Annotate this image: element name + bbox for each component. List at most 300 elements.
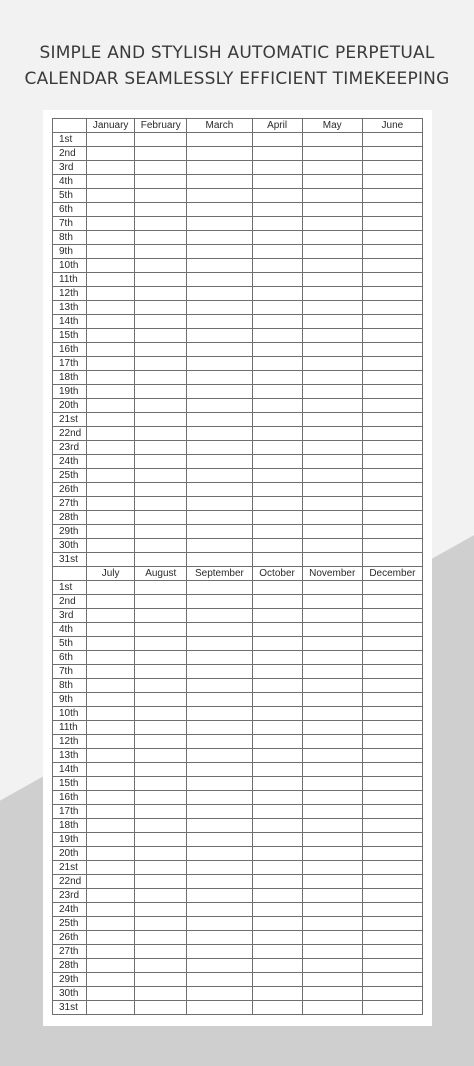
calendar-cell[interactable] bbox=[252, 385, 302, 399]
calendar-cell[interactable] bbox=[362, 777, 422, 791]
calendar-cell[interactable] bbox=[252, 357, 302, 371]
calendar-cell[interactable] bbox=[187, 931, 252, 945]
calendar-cell[interactable] bbox=[302, 469, 362, 483]
calendar-cell[interactable] bbox=[135, 189, 187, 203]
calendar-cell[interactable] bbox=[87, 623, 135, 637]
calendar-cell[interactable] bbox=[252, 847, 302, 861]
calendar-cell[interactable] bbox=[302, 371, 362, 385]
calendar-cell[interactable] bbox=[135, 623, 187, 637]
calendar-cell[interactable] bbox=[135, 175, 187, 189]
calendar-cell[interactable] bbox=[187, 259, 252, 273]
calendar-cell[interactable] bbox=[87, 721, 135, 735]
calendar-cell[interactable] bbox=[187, 539, 252, 553]
calendar-cell[interactable] bbox=[302, 791, 362, 805]
calendar-cell[interactable] bbox=[302, 539, 362, 553]
calendar-cell[interactable] bbox=[87, 609, 135, 623]
calendar-cell[interactable] bbox=[362, 329, 422, 343]
calendar-cell[interactable] bbox=[302, 637, 362, 651]
calendar-cell[interactable] bbox=[362, 231, 422, 245]
calendar-cell[interactable] bbox=[87, 385, 135, 399]
calendar-cell[interactable] bbox=[362, 791, 422, 805]
calendar-cell[interactable] bbox=[87, 315, 135, 329]
calendar-cell[interactable] bbox=[252, 245, 302, 259]
calendar-cell[interactable] bbox=[252, 833, 302, 847]
calendar-cell[interactable] bbox=[302, 973, 362, 987]
calendar-cell[interactable] bbox=[135, 959, 187, 973]
calendar-cell[interactable] bbox=[252, 707, 302, 721]
calendar-cell[interactable] bbox=[187, 637, 252, 651]
calendar-cell[interactable] bbox=[302, 693, 362, 707]
calendar-cell[interactable] bbox=[135, 231, 187, 245]
calendar-cell[interactable] bbox=[135, 357, 187, 371]
calendar-cell[interactable] bbox=[135, 889, 187, 903]
calendar-cell[interactable] bbox=[135, 861, 187, 875]
calendar-cell[interactable] bbox=[362, 595, 422, 609]
calendar-cell[interactable] bbox=[362, 385, 422, 399]
calendar-cell[interactable] bbox=[362, 553, 422, 567]
calendar-cell[interactable] bbox=[362, 301, 422, 315]
calendar-cell[interactable] bbox=[135, 945, 187, 959]
calendar-cell[interactable] bbox=[252, 959, 302, 973]
calendar-cell[interactable] bbox=[302, 217, 362, 231]
calendar-cell[interactable] bbox=[252, 259, 302, 273]
calendar-cell[interactable] bbox=[302, 609, 362, 623]
calendar-cell[interactable] bbox=[252, 483, 302, 497]
calendar-cell[interactable] bbox=[135, 847, 187, 861]
calendar-cell[interactable] bbox=[302, 343, 362, 357]
calendar-cell[interactable] bbox=[135, 931, 187, 945]
calendar-cell[interactable] bbox=[87, 581, 135, 595]
calendar-cell[interactable] bbox=[87, 945, 135, 959]
calendar-cell[interactable] bbox=[135, 343, 187, 357]
calendar-cell[interactable] bbox=[187, 973, 252, 987]
calendar-cell[interactable] bbox=[302, 287, 362, 301]
calendar-cell[interactable] bbox=[362, 931, 422, 945]
calendar-cell[interactable] bbox=[302, 749, 362, 763]
calendar-cell[interactable] bbox=[187, 651, 252, 665]
calendar-cell[interactable] bbox=[302, 889, 362, 903]
calendar-cell[interactable] bbox=[135, 637, 187, 651]
calendar-cell[interactable] bbox=[87, 329, 135, 343]
calendar-cell[interactable] bbox=[362, 735, 422, 749]
calendar-cell[interactable] bbox=[135, 441, 187, 455]
calendar-cell[interactable] bbox=[187, 399, 252, 413]
calendar-cell[interactable] bbox=[252, 805, 302, 819]
calendar-cell[interactable] bbox=[135, 693, 187, 707]
calendar-cell[interactable] bbox=[135, 301, 187, 315]
calendar-cell[interactable] bbox=[187, 917, 252, 931]
calendar-cell[interactable] bbox=[87, 175, 135, 189]
calendar-cell[interactable] bbox=[362, 693, 422, 707]
calendar-cell[interactable] bbox=[135, 455, 187, 469]
calendar-cell[interactable] bbox=[302, 147, 362, 161]
calendar-cell[interactable] bbox=[252, 469, 302, 483]
calendar-cell[interactable] bbox=[135, 469, 187, 483]
calendar-cell[interactable] bbox=[135, 413, 187, 427]
calendar-cell[interactable] bbox=[87, 413, 135, 427]
calendar-cell[interactable] bbox=[252, 917, 302, 931]
calendar-cell[interactable] bbox=[135, 665, 187, 679]
calendar-cell[interactable] bbox=[135, 525, 187, 539]
calendar-cell[interactable] bbox=[362, 357, 422, 371]
calendar-cell[interactable] bbox=[87, 1001, 135, 1015]
calendar-cell[interactable] bbox=[87, 259, 135, 273]
calendar-cell[interactable] bbox=[252, 133, 302, 147]
calendar-cell[interactable] bbox=[302, 133, 362, 147]
calendar-cell[interactable] bbox=[135, 805, 187, 819]
calendar-cell[interactable] bbox=[302, 525, 362, 539]
calendar-cell[interactable] bbox=[302, 861, 362, 875]
calendar-cell[interactable] bbox=[87, 343, 135, 357]
calendar-cell[interactable] bbox=[87, 371, 135, 385]
calendar-cell[interactable] bbox=[362, 399, 422, 413]
calendar-cell[interactable] bbox=[252, 511, 302, 525]
calendar-cell[interactable] bbox=[252, 749, 302, 763]
calendar-cell[interactable] bbox=[87, 749, 135, 763]
calendar-cell[interactable] bbox=[187, 847, 252, 861]
calendar-cell[interactable] bbox=[187, 777, 252, 791]
calendar-cell[interactable] bbox=[362, 721, 422, 735]
calendar-cell[interactable] bbox=[187, 679, 252, 693]
calendar-cell[interactable] bbox=[252, 609, 302, 623]
calendar-cell[interactable] bbox=[87, 553, 135, 567]
calendar-cell[interactable] bbox=[302, 203, 362, 217]
calendar-cell[interactable] bbox=[302, 707, 362, 721]
calendar-cell[interactable] bbox=[302, 161, 362, 175]
calendar-cell[interactable] bbox=[302, 441, 362, 455]
calendar-cell[interactable] bbox=[302, 427, 362, 441]
calendar-cell[interactable] bbox=[187, 469, 252, 483]
calendar-cell[interactable] bbox=[87, 441, 135, 455]
calendar-cell[interactable] bbox=[362, 133, 422, 147]
calendar-cell[interactable] bbox=[362, 427, 422, 441]
calendar-cell[interactable] bbox=[302, 301, 362, 315]
calendar-cell[interactable] bbox=[252, 287, 302, 301]
calendar-cell[interactable] bbox=[135, 595, 187, 609]
calendar-cell[interactable] bbox=[362, 203, 422, 217]
calendar-cell[interactable] bbox=[87, 287, 135, 301]
calendar-cell[interactable] bbox=[302, 273, 362, 287]
calendar-cell[interactable] bbox=[252, 763, 302, 777]
calendar-cell[interactable] bbox=[362, 819, 422, 833]
calendar-cell[interactable] bbox=[252, 735, 302, 749]
calendar-cell[interactable] bbox=[187, 833, 252, 847]
calendar-cell[interactable] bbox=[252, 651, 302, 665]
calendar-cell[interactable] bbox=[87, 763, 135, 777]
calendar-cell[interactable] bbox=[302, 595, 362, 609]
calendar-cell[interactable] bbox=[87, 707, 135, 721]
calendar-cell[interactable] bbox=[362, 651, 422, 665]
calendar-cell[interactable] bbox=[187, 441, 252, 455]
calendar-cell[interactable] bbox=[187, 497, 252, 511]
calendar-cell[interactable] bbox=[187, 861, 252, 875]
calendar-cell[interactable] bbox=[302, 497, 362, 511]
calendar-cell[interactable] bbox=[302, 483, 362, 497]
calendar-cell[interactable] bbox=[135, 133, 187, 147]
calendar-cell[interactable] bbox=[302, 903, 362, 917]
calendar-cell[interactable] bbox=[362, 483, 422, 497]
calendar-cell[interactable] bbox=[187, 959, 252, 973]
calendar-cell[interactable] bbox=[135, 721, 187, 735]
calendar-cell[interactable] bbox=[187, 329, 252, 343]
calendar-cell[interactable] bbox=[302, 875, 362, 889]
calendar-cell[interactable] bbox=[302, 581, 362, 595]
calendar-cell[interactable] bbox=[187, 315, 252, 329]
calendar-cell[interactable] bbox=[87, 679, 135, 693]
calendar-cell[interactable] bbox=[135, 245, 187, 259]
calendar-cell[interactable] bbox=[87, 469, 135, 483]
calendar-cell[interactable] bbox=[252, 203, 302, 217]
calendar-cell[interactable] bbox=[187, 903, 252, 917]
calendar-cell[interactable] bbox=[187, 791, 252, 805]
calendar-cell[interactable] bbox=[135, 371, 187, 385]
calendar-cell[interactable] bbox=[252, 231, 302, 245]
calendar-cell[interactable] bbox=[87, 665, 135, 679]
calendar-cell[interactable] bbox=[87, 245, 135, 259]
calendar-cell[interactable] bbox=[252, 217, 302, 231]
calendar-cell[interactable] bbox=[187, 245, 252, 259]
calendar-cell[interactable] bbox=[87, 777, 135, 791]
calendar-cell[interactable] bbox=[135, 679, 187, 693]
calendar-cell[interactable] bbox=[135, 875, 187, 889]
calendar-cell[interactable] bbox=[362, 259, 422, 273]
calendar-cell[interactable] bbox=[187, 763, 252, 777]
calendar-cell[interactable] bbox=[187, 553, 252, 567]
calendar-cell[interactable] bbox=[362, 959, 422, 973]
calendar-cell[interactable] bbox=[302, 945, 362, 959]
calendar-cell[interactable] bbox=[252, 371, 302, 385]
calendar-cell[interactable] bbox=[252, 455, 302, 469]
calendar-cell[interactable] bbox=[362, 987, 422, 1001]
calendar-cell[interactable] bbox=[135, 1001, 187, 1015]
calendar-cell[interactable] bbox=[302, 959, 362, 973]
calendar-cell[interactable] bbox=[252, 525, 302, 539]
calendar-cell[interactable] bbox=[362, 637, 422, 651]
calendar-cell[interactable] bbox=[252, 623, 302, 637]
calendar-cell[interactable] bbox=[252, 875, 302, 889]
calendar-cell[interactable] bbox=[135, 819, 187, 833]
calendar-cell[interactable] bbox=[87, 931, 135, 945]
calendar-cell[interactable] bbox=[87, 399, 135, 413]
calendar-cell[interactable] bbox=[362, 343, 422, 357]
calendar-cell[interactable] bbox=[252, 189, 302, 203]
calendar-cell[interactable] bbox=[87, 497, 135, 511]
calendar-cell[interactable] bbox=[187, 805, 252, 819]
calendar-cell[interactable] bbox=[362, 665, 422, 679]
calendar-cell[interactable] bbox=[302, 665, 362, 679]
calendar-cell[interactable] bbox=[87, 357, 135, 371]
calendar-cell[interactable] bbox=[135, 749, 187, 763]
calendar-cell[interactable] bbox=[252, 399, 302, 413]
calendar-cell[interactable] bbox=[302, 651, 362, 665]
calendar-cell[interactable] bbox=[302, 413, 362, 427]
calendar-cell[interactable] bbox=[187, 175, 252, 189]
calendar-cell[interactable] bbox=[187, 161, 252, 175]
calendar-cell[interactable] bbox=[87, 203, 135, 217]
calendar-cell[interactable] bbox=[87, 903, 135, 917]
calendar-cell[interactable] bbox=[302, 329, 362, 343]
calendar-cell[interactable] bbox=[87, 525, 135, 539]
calendar-cell[interactable] bbox=[362, 189, 422, 203]
calendar-cell[interactable] bbox=[187, 707, 252, 721]
calendar-cell[interactable] bbox=[187, 945, 252, 959]
calendar-cell[interactable] bbox=[362, 245, 422, 259]
calendar-cell[interactable] bbox=[252, 161, 302, 175]
calendar-cell[interactable] bbox=[87, 427, 135, 441]
calendar-cell[interactable] bbox=[252, 945, 302, 959]
calendar-cell[interactable] bbox=[187, 413, 252, 427]
calendar-cell[interactable] bbox=[87, 875, 135, 889]
calendar-cell[interactable] bbox=[362, 847, 422, 861]
calendar-cell[interactable] bbox=[302, 833, 362, 847]
calendar-cell[interactable] bbox=[187, 427, 252, 441]
calendar-cell[interactable] bbox=[362, 413, 422, 427]
calendar-cell[interactable] bbox=[87, 959, 135, 973]
calendar-cell[interactable] bbox=[362, 917, 422, 931]
calendar-cell[interactable] bbox=[302, 735, 362, 749]
calendar-cell[interactable] bbox=[87, 973, 135, 987]
calendar-cell[interactable] bbox=[135, 203, 187, 217]
calendar-cell[interactable] bbox=[87, 595, 135, 609]
calendar-cell[interactable] bbox=[302, 399, 362, 413]
calendar-cell[interactable] bbox=[87, 189, 135, 203]
calendar-cell[interactable] bbox=[187, 875, 252, 889]
calendar-cell[interactable] bbox=[362, 161, 422, 175]
calendar-cell[interactable] bbox=[252, 175, 302, 189]
calendar-cell[interactable] bbox=[87, 637, 135, 651]
calendar-cell[interactable] bbox=[252, 147, 302, 161]
calendar-cell[interactable] bbox=[135, 217, 187, 231]
calendar-cell[interactable] bbox=[252, 315, 302, 329]
calendar-cell[interactable] bbox=[362, 581, 422, 595]
calendar-cell[interactable] bbox=[252, 441, 302, 455]
calendar-cell[interactable] bbox=[362, 497, 422, 511]
calendar-cell[interactable] bbox=[362, 833, 422, 847]
calendar-cell[interactable] bbox=[252, 595, 302, 609]
calendar-cell[interactable] bbox=[187, 189, 252, 203]
calendar-cell[interactable] bbox=[362, 287, 422, 301]
calendar-cell[interactable] bbox=[135, 287, 187, 301]
calendar-cell[interactable] bbox=[187, 301, 252, 315]
calendar-cell[interactable] bbox=[187, 623, 252, 637]
calendar-cell[interactable] bbox=[187, 665, 252, 679]
calendar-cell[interactable] bbox=[362, 175, 422, 189]
calendar-cell[interactable] bbox=[187, 147, 252, 161]
calendar-cell[interactable] bbox=[135, 833, 187, 847]
calendar-cell[interactable] bbox=[87, 133, 135, 147]
calendar-cell[interactable] bbox=[135, 315, 187, 329]
calendar-cell[interactable] bbox=[87, 819, 135, 833]
calendar-cell[interactable] bbox=[135, 581, 187, 595]
calendar-cell[interactable] bbox=[187, 203, 252, 217]
calendar-cell[interactable] bbox=[252, 427, 302, 441]
calendar-cell[interactable] bbox=[187, 273, 252, 287]
calendar-cell[interactable] bbox=[135, 329, 187, 343]
calendar-cell[interactable] bbox=[187, 343, 252, 357]
calendar-cell[interactable] bbox=[187, 735, 252, 749]
calendar-cell[interactable] bbox=[252, 819, 302, 833]
calendar-cell[interactable] bbox=[362, 273, 422, 287]
calendar-cell[interactable] bbox=[302, 819, 362, 833]
calendar-cell[interactable] bbox=[87, 987, 135, 1001]
calendar-cell[interactable] bbox=[362, 903, 422, 917]
calendar-cell[interactable] bbox=[302, 385, 362, 399]
calendar-cell[interactable] bbox=[87, 805, 135, 819]
calendar-cell[interactable] bbox=[135, 777, 187, 791]
calendar-cell[interactable] bbox=[362, 609, 422, 623]
calendar-cell[interactable] bbox=[362, 805, 422, 819]
calendar-cell[interactable] bbox=[87, 455, 135, 469]
calendar-cell[interactable] bbox=[302, 455, 362, 469]
calendar-cell[interactable] bbox=[135, 707, 187, 721]
calendar-cell[interactable] bbox=[252, 273, 302, 287]
calendar-cell[interactable] bbox=[362, 217, 422, 231]
calendar-cell[interactable] bbox=[87, 147, 135, 161]
calendar-cell[interactable] bbox=[302, 987, 362, 1001]
calendar-cell[interactable] bbox=[87, 539, 135, 553]
calendar-cell[interactable] bbox=[252, 721, 302, 735]
calendar-cell[interactable] bbox=[87, 511, 135, 525]
calendar-cell[interactable] bbox=[362, 511, 422, 525]
calendar-cell[interactable] bbox=[135, 483, 187, 497]
calendar-cell[interactable] bbox=[87, 889, 135, 903]
calendar-cell[interactable] bbox=[252, 637, 302, 651]
calendar-cell[interactable] bbox=[362, 469, 422, 483]
calendar-cell[interactable] bbox=[252, 413, 302, 427]
calendar-cell[interactable] bbox=[302, 917, 362, 931]
calendar-cell[interactable] bbox=[187, 357, 252, 371]
calendar-cell[interactable] bbox=[135, 973, 187, 987]
calendar-cell[interactable] bbox=[135, 791, 187, 805]
calendar-cell[interactable] bbox=[302, 623, 362, 637]
calendar-cell[interactable] bbox=[87, 833, 135, 847]
calendar-cell[interactable] bbox=[187, 217, 252, 231]
calendar-cell[interactable] bbox=[187, 385, 252, 399]
calendar-cell[interactable] bbox=[302, 511, 362, 525]
calendar-cell[interactable] bbox=[252, 665, 302, 679]
calendar-cell[interactable] bbox=[302, 175, 362, 189]
calendar-cell[interactable] bbox=[362, 525, 422, 539]
calendar-cell[interactable] bbox=[87, 231, 135, 245]
calendar-cell[interactable] bbox=[135, 399, 187, 413]
calendar-cell[interactable] bbox=[87, 693, 135, 707]
calendar-cell[interactable] bbox=[135, 763, 187, 777]
calendar-cell[interactable] bbox=[135, 427, 187, 441]
calendar-cell[interactable] bbox=[362, 315, 422, 329]
calendar-cell[interactable] bbox=[252, 539, 302, 553]
calendar-cell[interactable] bbox=[187, 287, 252, 301]
calendar-cell[interactable] bbox=[135, 511, 187, 525]
calendar-cell[interactable] bbox=[135, 735, 187, 749]
calendar-cell[interactable] bbox=[302, 763, 362, 777]
calendar-cell[interactable] bbox=[187, 609, 252, 623]
calendar-cell[interactable] bbox=[87, 735, 135, 749]
calendar-cell[interactable] bbox=[362, 875, 422, 889]
calendar-cell[interactable] bbox=[87, 217, 135, 231]
calendar-cell[interactable] bbox=[187, 483, 252, 497]
calendar-cell[interactable] bbox=[135, 917, 187, 931]
calendar-cell[interactable] bbox=[87, 791, 135, 805]
calendar-cell[interactable] bbox=[302, 357, 362, 371]
calendar-cell[interactable] bbox=[87, 301, 135, 315]
calendar-cell[interactable] bbox=[252, 1001, 302, 1015]
calendar-cell[interactable] bbox=[252, 553, 302, 567]
calendar-cell[interactable] bbox=[135, 497, 187, 511]
calendar-cell[interactable] bbox=[362, 441, 422, 455]
calendar-cell[interactable] bbox=[362, 945, 422, 959]
calendar-cell[interactable] bbox=[302, 721, 362, 735]
calendar-cell[interactable] bbox=[135, 651, 187, 665]
